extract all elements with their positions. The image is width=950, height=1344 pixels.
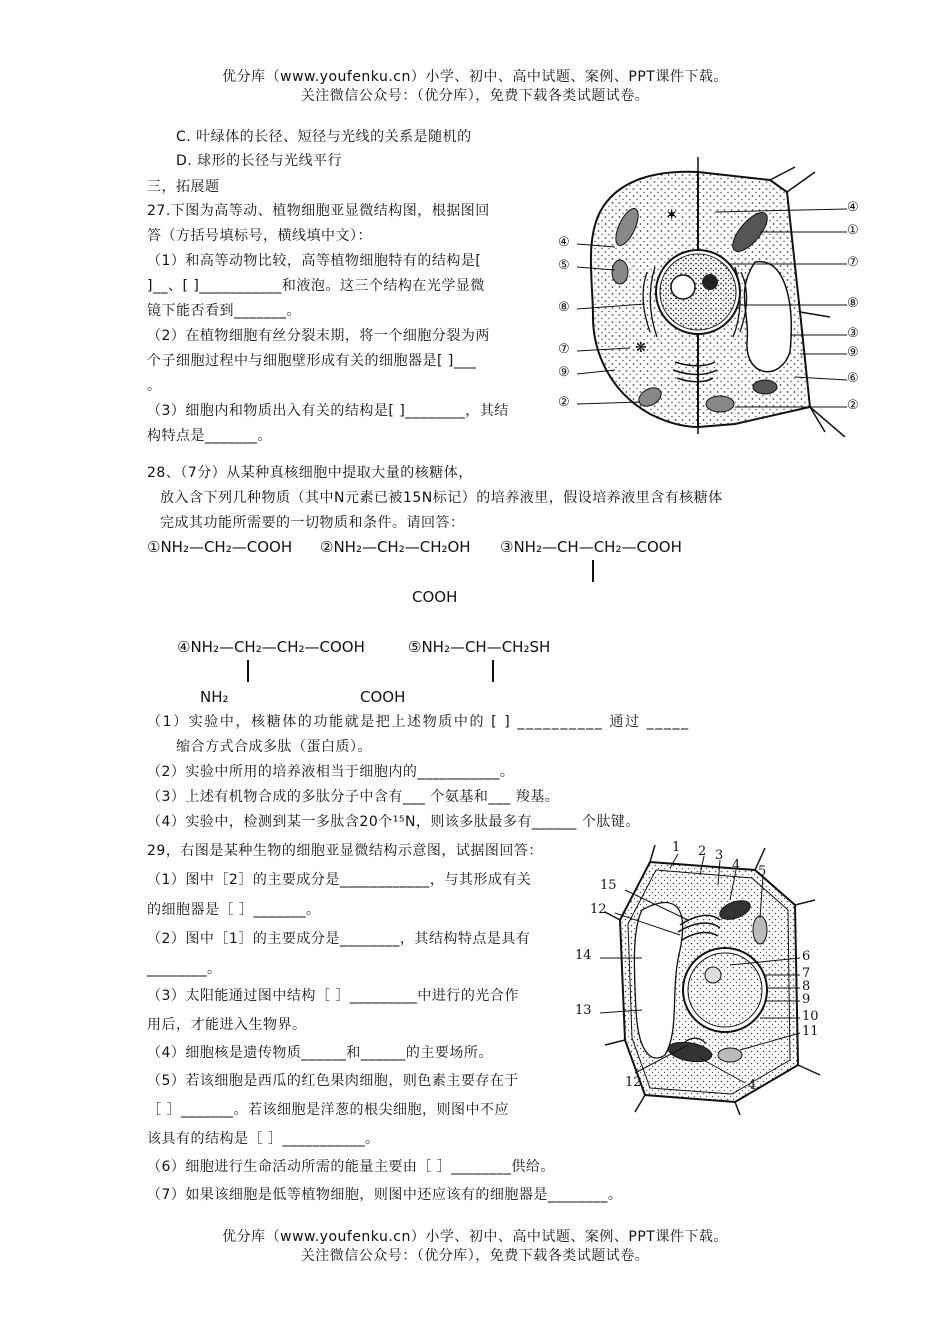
fig29-label-10: 10: [802, 1009, 819, 1024]
fig29-label-3: 3: [715, 848, 724, 863]
fig27-label-left-5: ⑨: [558, 365, 570, 380]
fig27-label-right-1: ④: [847, 200, 859, 215]
fig29-label-11: 11: [802, 1024, 819, 1039]
q28-answer-1b: 缩合方式合成多肽（蛋白质）。: [176, 739, 372, 755]
q28-line-2: 放入含下列几种物质（其中N元素已被15N标记）的培养液里，假设培养液里含有核糖体: [160, 490, 723, 506]
q27-line-1: 27.下图为高等动、植物细胞亚显微结构图，根据图回: [147, 203, 490, 219]
q29-line-1: 29，右图是某种生物的细胞亚显微结构示意图，试据图回答：: [147, 843, 543, 859]
q29-line-4: （2）图中［1］的主要成分是________，其结构特点是具有: [147, 931, 531, 947]
header-line-1: 优分库（www.youfenku.cn）小学、初中、高中试题、案例、PPT课件下载。: [222, 69, 728, 85]
q28-line-1: 28、（7分）从某种真核细胞中提取大量的核糖体，: [147, 465, 473, 481]
q27-line-6: （2）在植物细胞有丝分裂末期，将一个细胞分裂为两: [147, 328, 490, 344]
fig29-label-13: 13: [575, 1003, 592, 1018]
cell-structure-figure-27: [555, 152, 865, 437]
q29-line-5: ________。: [147, 961, 222, 977]
fig29-label-2: 2: [698, 844, 707, 859]
fig27-label-left-4: ⑦: [558, 342, 570, 357]
compound-4-substituent: NH₂: [200, 688, 229, 706]
compound-3-bond: [592, 560, 594, 582]
fig29-label-8: 8: [802, 979, 811, 994]
q29-line-13: （7）如果该细胞是低等植物细胞，则图中还应该有的细胞器是________。: [147, 1187, 623, 1203]
fig27-label-right-2: ①: [847, 223, 859, 238]
fig27-label-right-6: ⑨: [847, 345, 859, 360]
q29-line-3: 的细胞器是［ ］_______。: [147, 902, 321, 918]
fig27-label-right-8: ②: [847, 398, 859, 413]
q29-line-9: （5）若该细胞是西瓜的红色果肉细胞，则色素主要存在于: [147, 1073, 519, 1089]
q27-line-10: 构特点是_______。: [147, 428, 272, 444]
fig29-label-6: 6: [802, 949, 811, 964]
svg-text:❋: ❋: [635, 340, 647, 356]
q28-line-3: 完成其功能所需要的一切物质和条件。请回答：: [160, 515, 465, 531]
compound-3-substituent: COOH: [412, 588, 458, 606]
option-c: C. 叶绿体的长径、短径与光线的关系是随机的: [176, 129, 472, 145]
q27-line-5: 镜下能否看到_______。: [147, 303, 301, 319]
q29-line-12: （6）细胞进行生命活动所需的能量主要由［ ］________供给。: [147, 1159, 555, 1175]
fig27-label-right-5: ③: [847, 326, 859, 341]
fig27-label-right-3: ⑦: [847, 255, 859, 270]
cell-structure-figure-29: [570, 840, 830, 1115]
footer-line-2: 关注微信公众号：（优分库），免费下载各类试题试卷。: [300, 1248, 650, 1264]
compound-2: ②NH₂—CH₂—CH₂OH: [320, 538, 471, 556]
fig29-label-7: 7: [802, 966, 811, 981]
compound-3: ③NH₂—CH—CH₂—COOH: [500, 538, 682, 556]
q27-line-4: ]__、[ ]___________和液泡。这三个结构在光学显微: [147, 278, 485, 294]
compound-4: ④NH₂—CH₂—CH₂—COOH: [177, 638, 365, 656]
fig27-label-left-2: ⑤: [558, 258, 570, 273]
q29-line-11: 该具有的结构是［ ］___________。: [147, 1131, 380, 1147]
q27-line-7: 个子细胞过程中与细胞壁形成有关的细胞器是[ ]___: [147, 353, 477, 369]
fig29-label-4b: 4: [748, 1078, 757, 1093]
svg-text:✶: ✶: [665, 205, 679, 224]
fig29-label-1: 1: [672, 840, 681, 855]
fig27-label-left-3: ⑧: [558, 300, 570, 315]
fig27-label-right-7: ⑥: [847, 371, 859, 386]
q29-line-2: （1）图中［2］的主要成分是____________，与其形成有关: [147, 872, 532, 888]
fig29-label-4: 4: [732, 858, 741, 873]
section-title: 三，拓展题: [147, 179, 220, 195]
footer-line-1: 优分库（www.youfenku.cn）小学、初中、高中试题、案例、PPT课件下载。: [222, 1229, 728, 1245]
compound-5: ⑤NH₂—CH—CH₂SH: [408, 638, 551, 656]
fig27-label-right-4: ⑧: [847, 296, 859, 311]
compound-5-substituent: COOH: [360, 688, 406, 706]
fig29-label-12a: 12: [590, 902, 607, 917]
compound-5-bond: [492, 660, 494, 682]
compound-1: ①NH₂—CH₂—COOH: [147, 538, 293, 556]
q29-line-6: （3）太阳能通过图中结构［ ］_________中进行的光合作: [147, 988, 519, 1004]
fig29-label-12b: 12: [625, 1075, 642, 1090]
q28-answer-3: （3）上述有机物合成的多肽分子中含有___ 个氨基和___ 羧基。: [147, 789, 560, 805]
q27-line-9: （3）细胞内和物质出入有关的结构是[ ]________，其结: [147, 403, 509, 419]
option-d: D. 球形的长径与光线平行: [176, 153, 343, 169]
q29-line-7: 用后，才能进入生物界。: [147, 1017, 307, 1033]
fig29-label-15: 15: [600, 878, 617, 893]
fig29-label-5: 5: [758, 864, 767, 879]
q28-answer-2: （2）实验中所用的培养液相当于细胞内的___________。: [147, 764, 515, 780]
q29-line-10: ［ ］_______。若该细胞是洋葱的根尖细胞，则图中不应: [147, 1102, 509, 1118]
compound-4-bond: [247, 660, 249, 682]
q28-answer-1: （1）实验中，核糖体的功能就是把上述物质中的 [ ] __________ 通过 _____: [147, 714, 690, 730]
q27-line-8: 。: [147, 378, 162, 394]
q29-line-8: （4）细胞核是遗传物质______和______的主要场所。: [147, 1045, 493, 1061]
q28-answer-4: （4）实验中，检测到某一多肽含20个¹⁵N，则该多肽最多有______ 个肽键。: [147, 814, 640, 830]
q27-line-2: 答（方括号填标号，横线填中文）：: [147, 228, 372, 244]
header-line-2: 关注微信公众号：（优分库），免费下载各类试题试卷。: [300, 88, 650, 104]
fig27-label-left-6: ②: [558, 395, 570, 410]
fig29-label-9: 9: [802, 992, 811, 1007]
q27-line-3: （1）和高等动物比较，高等植物细胞特有的结构是[: [147, 253, 482, 269]
fig29-label-14: 14: [575, 948, 592, 963]
fig27-label-left-1: ④: [558, 235, 570, 250]
